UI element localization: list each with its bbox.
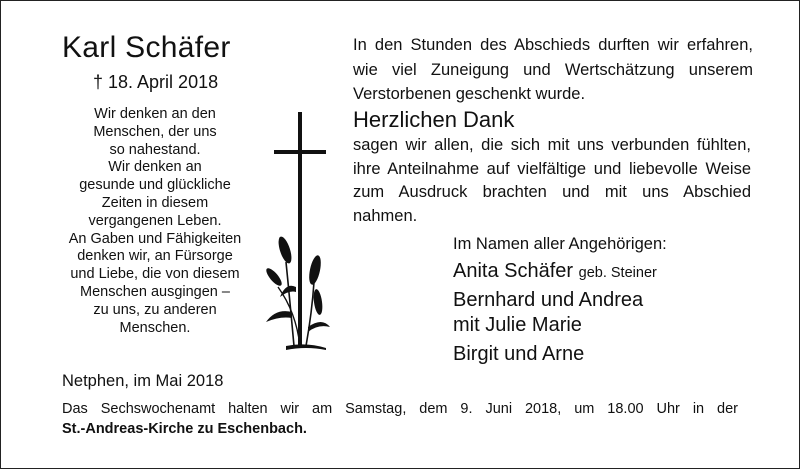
mass-notice	[62, 399, 738, 439]
signature-intro: Im Namen aller Angehörigen:	[453, 235, 667, 253]
church-name: St.-Andreas-Kirche zu Eschenbach.	[62, 421, 307, 437]
family-name-suffix: geb. Steiner	[578, 265, 657, 281]
mass-notice-text: Das Sechswochenamt halten wir am Samstag, dem 9. Juni 2018, um 18.00 Uhr in der	[62, 401, 738, 417]
memorial-poem: Wir denken an den Menschen, der uns so nahestand. Wir denken an gesunde und glückliche Zeiten in diesem vergangenen Leben. An Gaben und Fähigkeiten denken wir, an Fürsorge und Liebe, die von diesem Menschen ausgingen – zu uns, zu anderen Menschen.	[68, 106, 242, 336]
place-date: Netphen, im Mai 2018	[62, 372, 224, 390]
cross-with-wheat-icon	[256, 112, 356, 358]
deceased-name: Karl Schäfer	[62, 31, 231, 64]
family-line-anita	[453, 259, 657, 286]
family-line-julie: mit Julie Marie	[453, 314, 582, 336]
intro-text: In den Stunden des Abschieds durften wir erfahren, wie viel Zuneigung und Wertschätzung unserem Verstorbenen geschenkt wurde.	[353, 36, 753, 103]
thanks-title: Herzlichen Dank	[353, 107, 515, 132]
death-date: † 18. April 2018	[93, 72, 219, 92]
family-line-bernhard: Bernhard und Andrea	[453, 289, 644, 311]
family-name-anita: Anita Schäfer	[453, 260, 574, 282]
family-line-birgit: Birgit und Arne	[453, 343, 585, 365]
thanks-body: sagen wir allen, die sich mit uns verbunden fühlten, ihre Anteilnahme auf vielfältige und liebevolle Weise zum Ausdruck brachten und mit uns Abschied nahmen.	[353, 136, 751, 225]
